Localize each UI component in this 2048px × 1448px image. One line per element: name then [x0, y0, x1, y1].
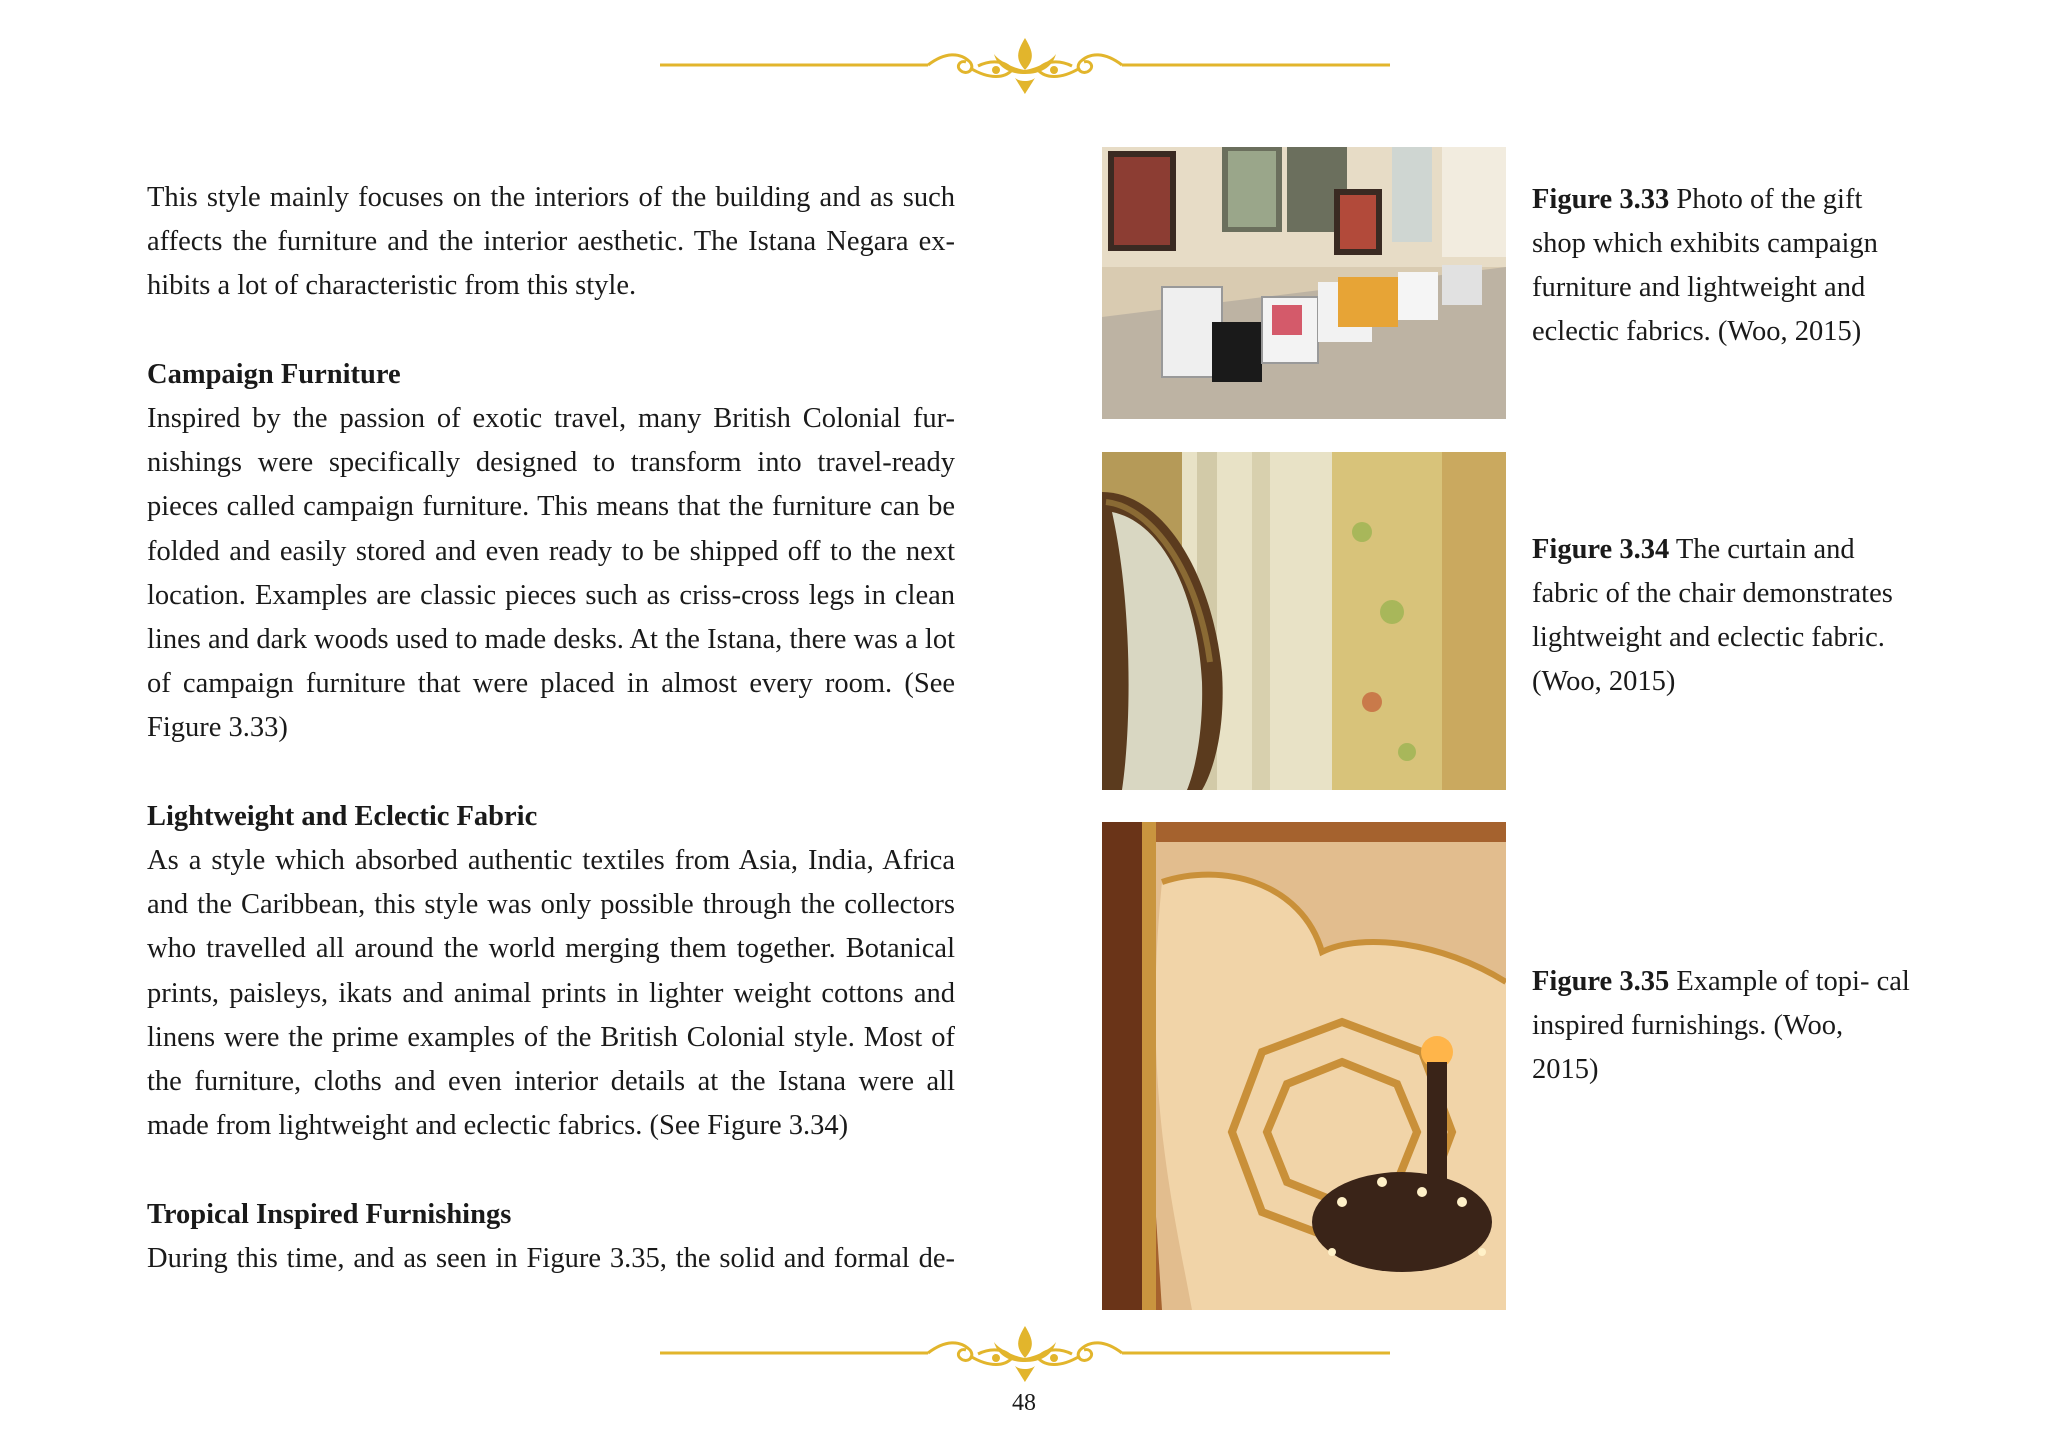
heading-campaign-furniture: Campaign Furniture — [147, 358, 401, 390]
flourish-icon — [660, 1318, 1390, 1388]
figure-3-33-caption — [1532, 178, 1912, 354]
figure-3-33-number: Figure 3.33 — [1532, 184, 1670, 215]
page-number: 48 — [1012, 1390, 1036, 1416]
figure-3-35-text: Example of topi- cal inspired furnishings. (Woo, 2015) — [1532, 966, 1910, 1085]
paragraph-lightweight-eclectic-fabric: As a style which absorbed authentic textiles from Asia, India, Africa and the Caribbean, this style was only possible through the collectors who travelled all around the world merging them together. Botanical prints, paisleys, ikats and animal prints in lighter weight cottons and linens were the prime examples of the British Colonial style. Most of the furniture, cloths and even interior details at the Istana were all made from lightweight and eclectic fabrics. (See Figure 3.34) — [147, 845, 955, 1142]
heading-lightweight-eclectic-fabric: Lightweight and Eclectic Fabric — [147, 800, 538, 832]
figure-3-34-caption — [1532, 528, 1912, 704]
figure-3-34-number: Figure 3.34 — [1532, 534, 1670, 565]
figure-3-34-text: The curtain and fabric of the chair demonstrates lightweight and eclectic fabric. (Woo, 2015) — [1532, 534, 1893, 697]
paragraph-campaign-furniture: Inspired by the passion of exotic travel, many British Colonial fur- nishings were specifically designed to transform into travel-ready pieces called campaign furniture. This means that the furniture can be folded and easily stored and even ready to be shipped off to the next location. Examples are classic pieces such as criss-cross legs in clean lines and dark woods used to made desks. At the Istana, there was a lot of campaign furniture that were placed in almost every room. (See Figure 3.33) — [147, 403, 955, 744]
figure-3-35-photo — [1102, 822, 1506, 1310]
paragraph-tropical-inspired-furnishings: During this time, and as seen in Figure 3.35, the solid and formal de- — [147, 1242, 955, 1274]
bottom-ornament-divider — [660, 1318, 1390, 1388]
figure-3-35-number: Figure 3.35 — [1532, 966, 1670, 997]
heading-tropical-inspired-furnishings: Tropical Inspired Furnishings — [147, 1198, 512, 1230]
body-text-column — [147, 176, 955, 1281]
top-ornament-divider — [660, 30, 1390, 100]
intro-paragraph-end: hibits a lot of characteristic from this style. — [147, 270, 637, 302]
figure-3-34-photo — [1102, 452, 1506, 790]
figure-3-33-text: Photo of the gift shop which exhibits campaign furniture and lightweight and eclectic fabrics. (Woo, 2015) — [1532, 184, 1878, 347]
figure-3-35-caption — [1532, 960, 1912, 1092]
intro-paragraph-lead: This style mainly focuses on the interiors of the building and as such affects the furniture and the interior aesthetic. The Istana Negara ex- — [147, 182, 955, 258]
flourish-icon — [660, 30, 1390, 100]
figure-3-33-photo — [1102, 147, 1506, 419]
